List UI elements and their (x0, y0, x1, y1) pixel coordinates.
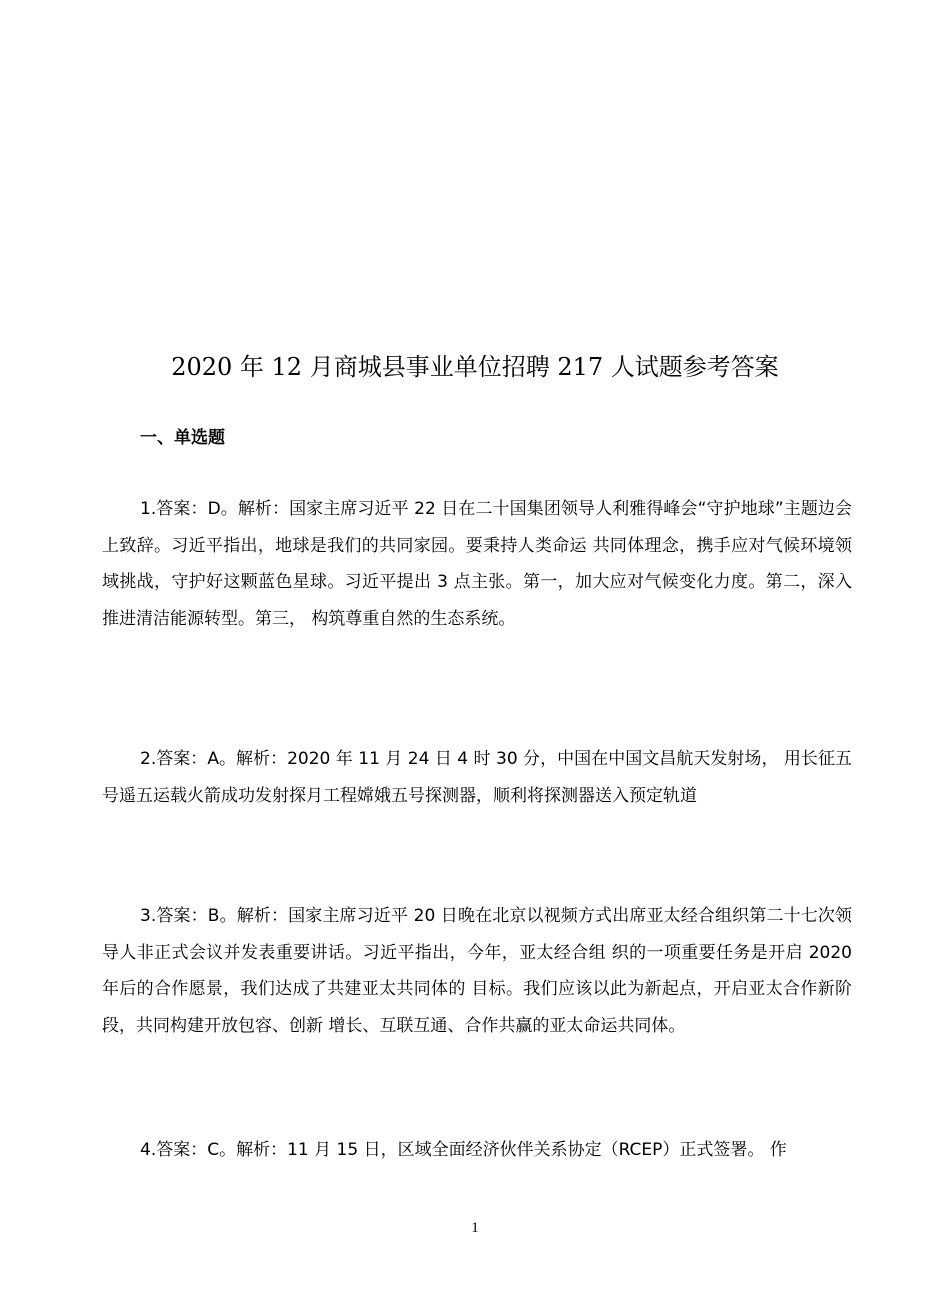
page-number: 1 (471, 1220, 479, 1236)
answer-paragraph-2: 2.答案：A。解析：2020 年 11 月 24 日 4 时 30 分，中国在中国文昌航天发射场， 用长征五号遥五运载火箭成功发射探月工程嫦娥五号探测器，顺利将探测器送入预定轨道 (102, 749, 852, 806)
answer-paragraph-3: 3.答案：B。解析：国家主席习近平 20 日晚在北京以视频方式出席亚太经合组织第二十七次领导人非正式会议并发表重要讲话。习近平指出，今年，亚太经合组 织的一项重要任务是开启 2020 年后的合作愿景，我们达成了共建亚太共同体的 目标。我们应该以此为新起点，开启亚太合作新阶段，共同构建开放包容、创新 增长、互联互通、合作共赢的亚太命运共同体。 (102, 906, 852, 1036)
answer-paragraph-4: 4.答案：C。解析：11 月 15 日，区域全面经济伙伴关系协定（RCEP）正式签署。 作 (140, 1140, 787, 1160)
answer-paragraph-1: 1.答案：D。解析：国家主席习近平 22 日在二十国集团领导人利雅得峰会“守护地球”主题边会上致辞。习近平指出，地球是我们的共同家园。要秉持人类命运 共同体理念，携手应对气候环境领域挑战，守护好这颗蓝色星球。习近平提出 3 点主张。第一，加大应对气候变化力度。第二，深入推进清洁能源转型。第三， 构筑尊重自然的生态系统。 (102, 499, 852, 629)
section-heading: 一、单选题 (140, 428, 225, 448)
document-title: 2020 年 12 月商城县事业单位招聘 217 人试题参考答案 (171, 353, 779, 381)
